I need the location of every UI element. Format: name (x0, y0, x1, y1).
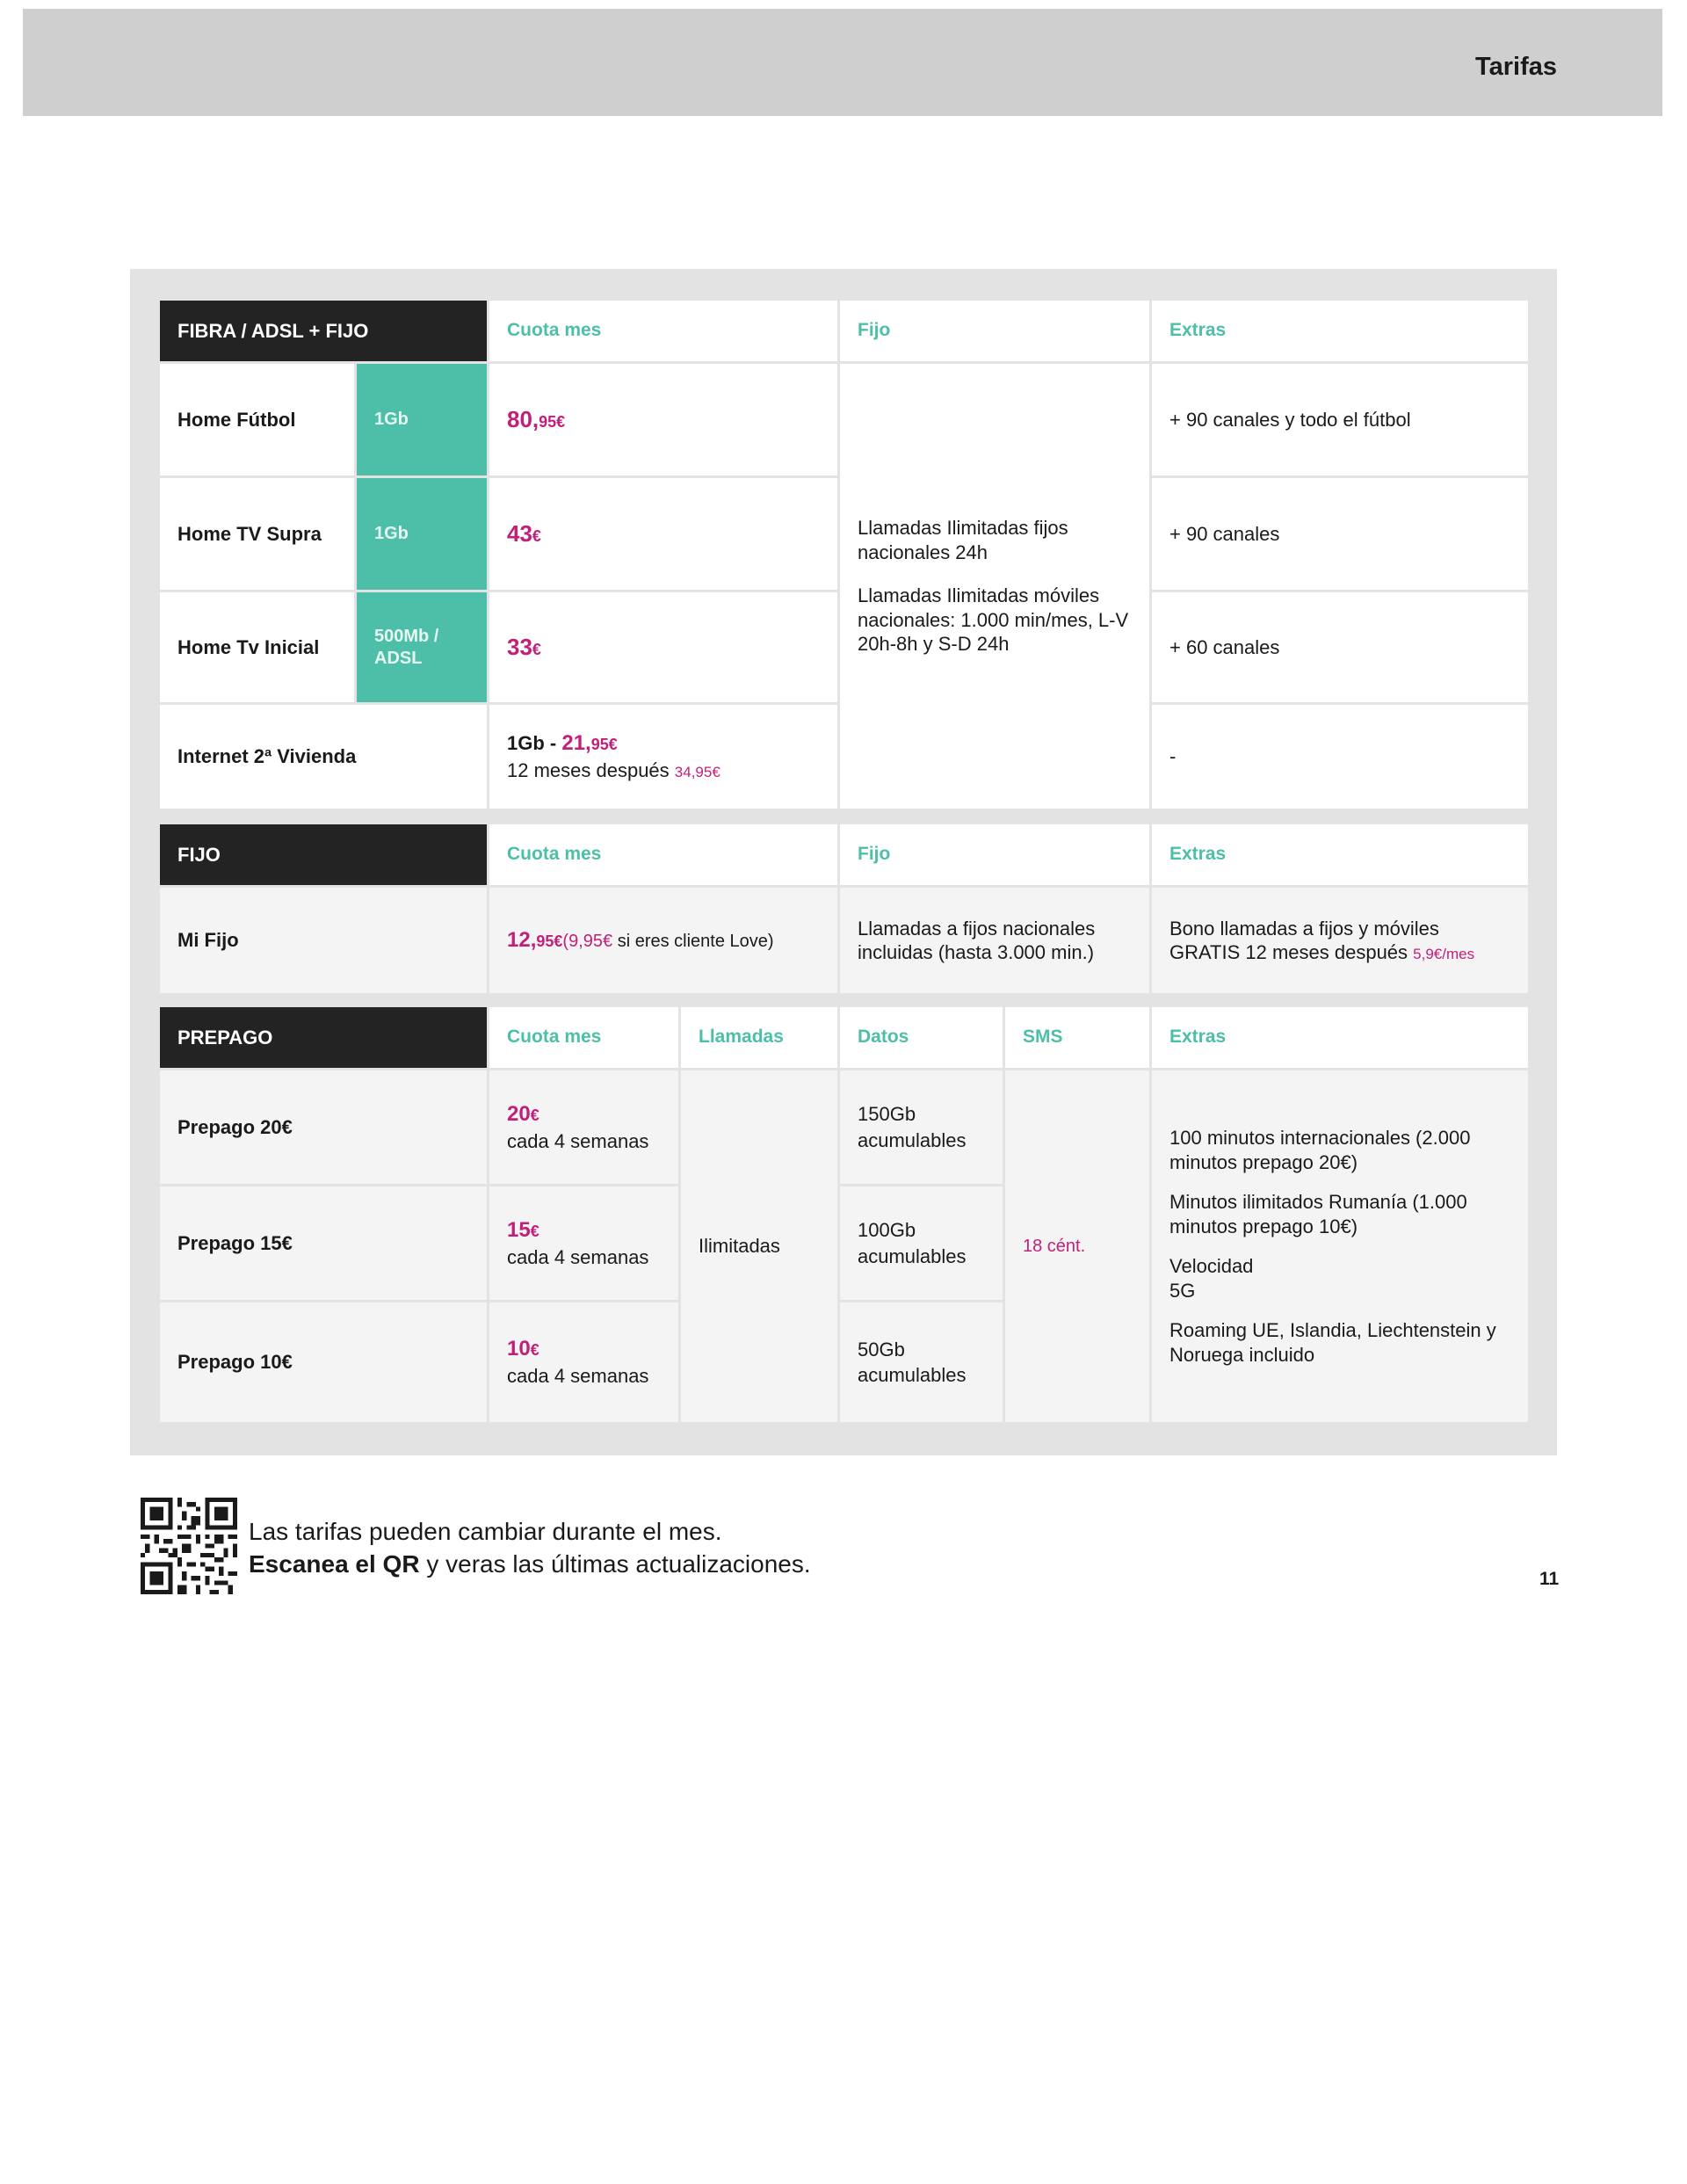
prepago-col-sms: SMS (1005, 1007, 1149, 1068)
fijo-col-fijo: Fijo (840, 824, 1149, 885)
prepago-price: 15€ cada 4 semanas (489, 1186, 678, 1300)
fibra-row-name: Home Tv Inicial (160, 592, 354, 702)
header-bar (23, 9, 1662, 116)
fijo-col-extras: Extras (1152, 824, 1528, 885)
fibra-row-name: Internet 2ª Vivienda (160, 705, 487, 809)
fibra-row-name: Home TV Supra (160, 478, 354, 590)
fibra-extras: + 60 canales (1152, 592, 1528, 702)
page-number: 11 (1539, 1569, 1560, 1589)
prepago-extras: 100 minutos internacionales (2.000 minutos prepago 20€) Minutos ilimitados Rumanía (1.000 minutos prepago 10€) Velocidad 5G Roaming UE, Islandia, Liechtenstein y Noruega incluido (1152, 1070, 1528, 1422)
fibra-price: 43€ (489, 478, 837, 590)
prepago-price: 10€ cada 4 semanas (489, 1302, 678, 1422)
fibra-row-name: Home Fútbol (160, 364, 354, 475)
prepago-col-datos: Datos (840, 1007, 1003, 1068)
prepago-row-name: Prepago 20€ (160, 1070, 487, 1184)
prepago-row-name: Prepago 15€ (160, 1186, 487, 1300)
fibra-price: 80,95€ (489, 364, 837, 475)
fijo-row-name: Mi Fijo (160, 888, 487, 993)
qr-code-icon[interactable] (141, 1498, 237, 1594)
page-title: Tarifas (1475, 53, 1557, 81)
fibra-speed-badge: 500Mb / ADSL (357, 592, 487, 702)
prepago-section-label: PREPAGO (160, 1007, 487, 1068)
fijo-price: 12,95€(9,95€ si eres cliente Love) (489, 888, 837, 993)
fijo-extras: Bono llamadas a fijos y móviles GRATIS 12 meses después 5,9€/mes (1152, 888, 1528, 993)
second-home-extras: - (1152, 705, 1528, 809)
second-home-price: 1Gb - 21,95€ 12 meses después 34,95€ (489, 705, 837, 809)
prepago-datos: 150Gb acumulables (840, 1070, 1003, 1184)
fibra-col-cuota: Cuota mes (489, 301, 837, 361)
prepago-datos: 50Gb acumulables (840, 1302, 1003, 1422)
fibra-col-fijo: Fijo (840, 301, 1149, 361)
prepago-price: 20€ cada 4 semanas (489, 1070, 678, 1184)
fijo-details: Llamadas a fijos nacionales incluidas (hasta 3.000 min.) (840, 888, 1149, 993)
fijo-section-label: FIJO (160, 824, 487, 885)
fibra-section-label: FIBRA / ADSL + FIJO (160, 301, 487, 361)
fibra-extras: + 90 canales y todo el fútbol (1152, 364, 1528, 475)
prepago-col-extras: Extras (1152, 1007, 1528, 1068)
fijo-col-cuota: Cuota mes (489, 824, 837, 885)
prepago-datos: 100Gb acumulables (840, 1186, 1003, 1300)
fibra-extras: + 90 canales (1152, 478, 1528, 590)
prepago-llamadas: Ilimitadas (681, 1070, 837, 1422)
prepago-col-cuota: Cuota mes (489, 1007, 678, 1068)
fibra-price: 33€ (489, 592, 837, 702)
fibra-speed-badge: 1Gb (357, 364, 487, 475)
fibra-speed-badge: 1Gb (357, 478, 487, 590)
prepago-col-llamadas: Llamadas (681, 1007, 837, 1068)
fibra-fijo-details: Llamadas Ilimitadas fijos nacionales 24h Llamadas Ilimitadas móviles nacionales: 1.000 min/mes, L-V 20h-8h y S-D 24h (840, 364, 1149, 809)
prepago-sms: 18 cént. (1005, 1070, 1149, 1422)
fibra-col-extras: Extras (1152, 301, 1528, 361)
prepago-row-name: Prepago 10€ (160, 1302, 487, 1422)
footer-note: Las tarifas pueden cambiar durante el mes. Escanea el QR y veras las últimas actualizaciones. (249, 1518, 811, 1578)
